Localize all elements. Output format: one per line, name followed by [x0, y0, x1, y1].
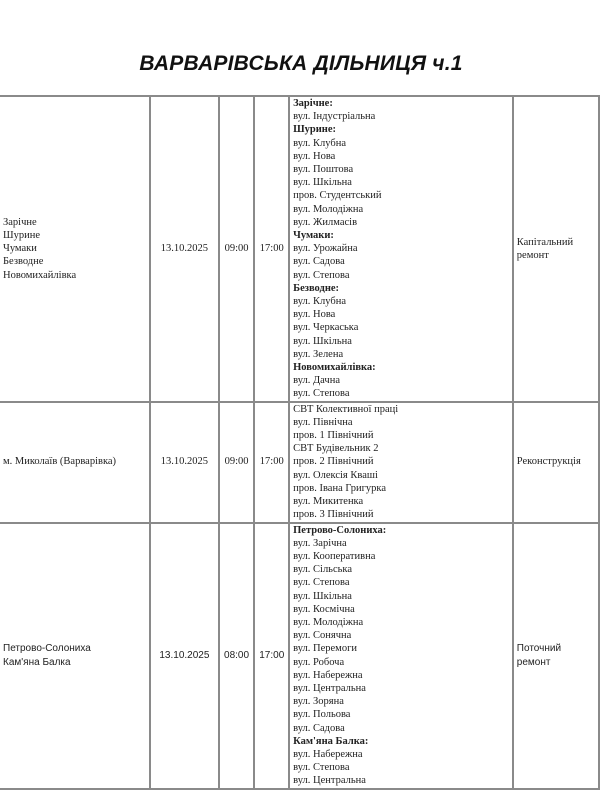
street-name: вул. Центральна [293, 775, 366, 787]
street-name: вул. Набережна [293, 669, 363, 681]
street-name: вул. Зоряна [293, 696, 344, 708]
street-name: вул. Сільська [293, 564, 353, 576]
street-name: вул. Нова [293, 309, 336, 321]
start-time-cell: 08:00 [219, 523, 255, 789]
street-name: вул. Степова [293, 762, 350, 774]
street-name: вул. Зелена [293, 348, 344, 360]
locations-cell [0, 96, 150, 402]
work-type-text: ремонт [516, 249, 549, 261]
work-type-cell [513, 96, 599, 402]
street-name: вул. Кооперативна [293, 550, 376, 562]
start-time-cell: 09:00 [219, 96, 255, 402]
settlement-heading: Чумаки: [293, 230, 334, 242]
street-name: вул. Садова [293, 722, 345, 734]
street-name: вул. Космічна [293, 603, 355, 615]
street-name: вул. Поштова [293, 164, 354, 176]
locations-cell [0, 523, 150, 789]
street-name: вул. Шкільна [293, 590, 352, 602]
table-row [0, 523, 599, 789]
streets-cell [289, 402, 513, 523]
table-row [0, 96, 599, 402]
work-type-text: Поточний [516, 643, 562, 655]
settlement-heading: Зарічне: [293, 98, 333, 109]
street-name: вул. Жилмасів [293, 216, 358, 228]
date-cell: 13.10.2025 [150, 523, 219, 789]
location-name: Новомихайлівка [3, 269, 77, 281]
street-name: вул. Степова [293, 269, 350, 281]
street-name: СВТ Будівельник 2 [293, 443, 379, 455]
street-name: вул. Польова [293, 709, 351, 721]
street-name: вул. Дачна [293, 375, 340, 387]
settlement-heading: Безводне: [293, 282, 340, 294]
schedule-body [0, 96, 599, 789]
street-name: вул. Микитенка [293, 496, 364, 508]
street-name: вул. Олексія Кваші [293, 469, 378, 481]
street-name: вул. Північна [293, 416, 353, 428]
street-name: вул. Клубна [293, 296, 346, 308]
location-name: Чумаки [3, 243, 37, 255]
street-name: вул. Центральна [293, 682, 366, 694]
street-name: вул. Урожайна [293, 243, 358, 255]
work-type-text: Капітальний [516, 236, 574, 248]
streets-cell [289, 96, 513, 402]
location-name: Безводне [3, 256, 44, 268]
street-name: СВТ Колективної праці [293, 403, 399, 415]
street-name: пров. Студентський [293, 190, 382, 202]
streets-cell [289, 523, 513, 789]
outage-schedule-table [0, 95, 600, 790]
street-name: вул. Шкільна [293, 335, 352, 347]
end-time-cell: 17:00 [254, 402, 289, 523]
location-name: Шурине [3, 230, 40, 242]
location-name: м. Миколаїв (Варварівка) [3, 456, 117, 468]
end-time-cell: 17:00 [254, 523, 289, 789]
street-name: вул. Набережна [293, 748, 363, 760]
street-name: пров. Івана Григурка [293, 482, 387, 494]
street-name: вул. Зарічна [293, 537, 347, 549]
street-name: вул. Молодіжна [293, 203, 364, 215]
street-name: вул. Садова [293, 256, 345, 268]
locations-cell [0, 402, 150, 523]
work-type-cell [513, 402, 599, 523]
date-cell: 13.10.2025 [150, 402, 219, 523]
settlement-heading: Новомихайлівка: [293, 362, 376, 374]
street-name: вул. Шкільна [293, 177, 352, 189]
location-name: Зарічне [3, 216, 37, 228]
location-name: Кам'яна Балка [3, 656, 71, 668]
settlement-heading: Петрово-Солониха: [293, 524, 387, 536]
street-name: пров. 2 Північний [293, 456, 374, 468]
street-name: вул. Індустріальна [293, 111, 376, 123]
settlement-heading: Кам'яна Балка: [293, 735, 369, 747]
street-name: вул. Нова [293, 150, 336, 162]
street-name: вул. Сонячна [293, 630, 352, 642]
street-name: пров. 1 Північний [293, 430, 374, 442]
street-name: пров. 3 Північний [293, 509, 374, 521]
date-cell: 13.10.2025 [150, 96, 219, 402]
location-name: Петрово-Солониха [3, 643, 91, 655]
page-title: ВАРВАРІВСЬКА ДІЛЬНИЦЯ ч.1 [139, 52, 463, 75]
work-type-text: Реконструкція [516, 456, 581, 468]
street-name: вул. Клубна [293, 137, 346, 149]
street-name: вул. Перемоги [293, 643, 357, 655]
work-type-text: ремонт [516, 656, 551, 668]
street-name: вул. Степова [293, 388, 350, 400]
end-time-cell: 17:00 [254, 96, 289, 402]
settlement-heading: Шурине: [293, 124, 337, 136]
street-name: вул. Молодіжна [293, 616, 364, 628]
street-name: вул. Робоча [293, 656, 345, 668]
work-type-cell [513, 523, 599, 789]
start-time-cell: 09:00 [219, 402, 255, 523]
street-name: вул. Степова [293, 577, 350, 589]
street-name: вул. Черкаська [293, 322, 359, 334]
table-row [0, 402, 599, 523]
